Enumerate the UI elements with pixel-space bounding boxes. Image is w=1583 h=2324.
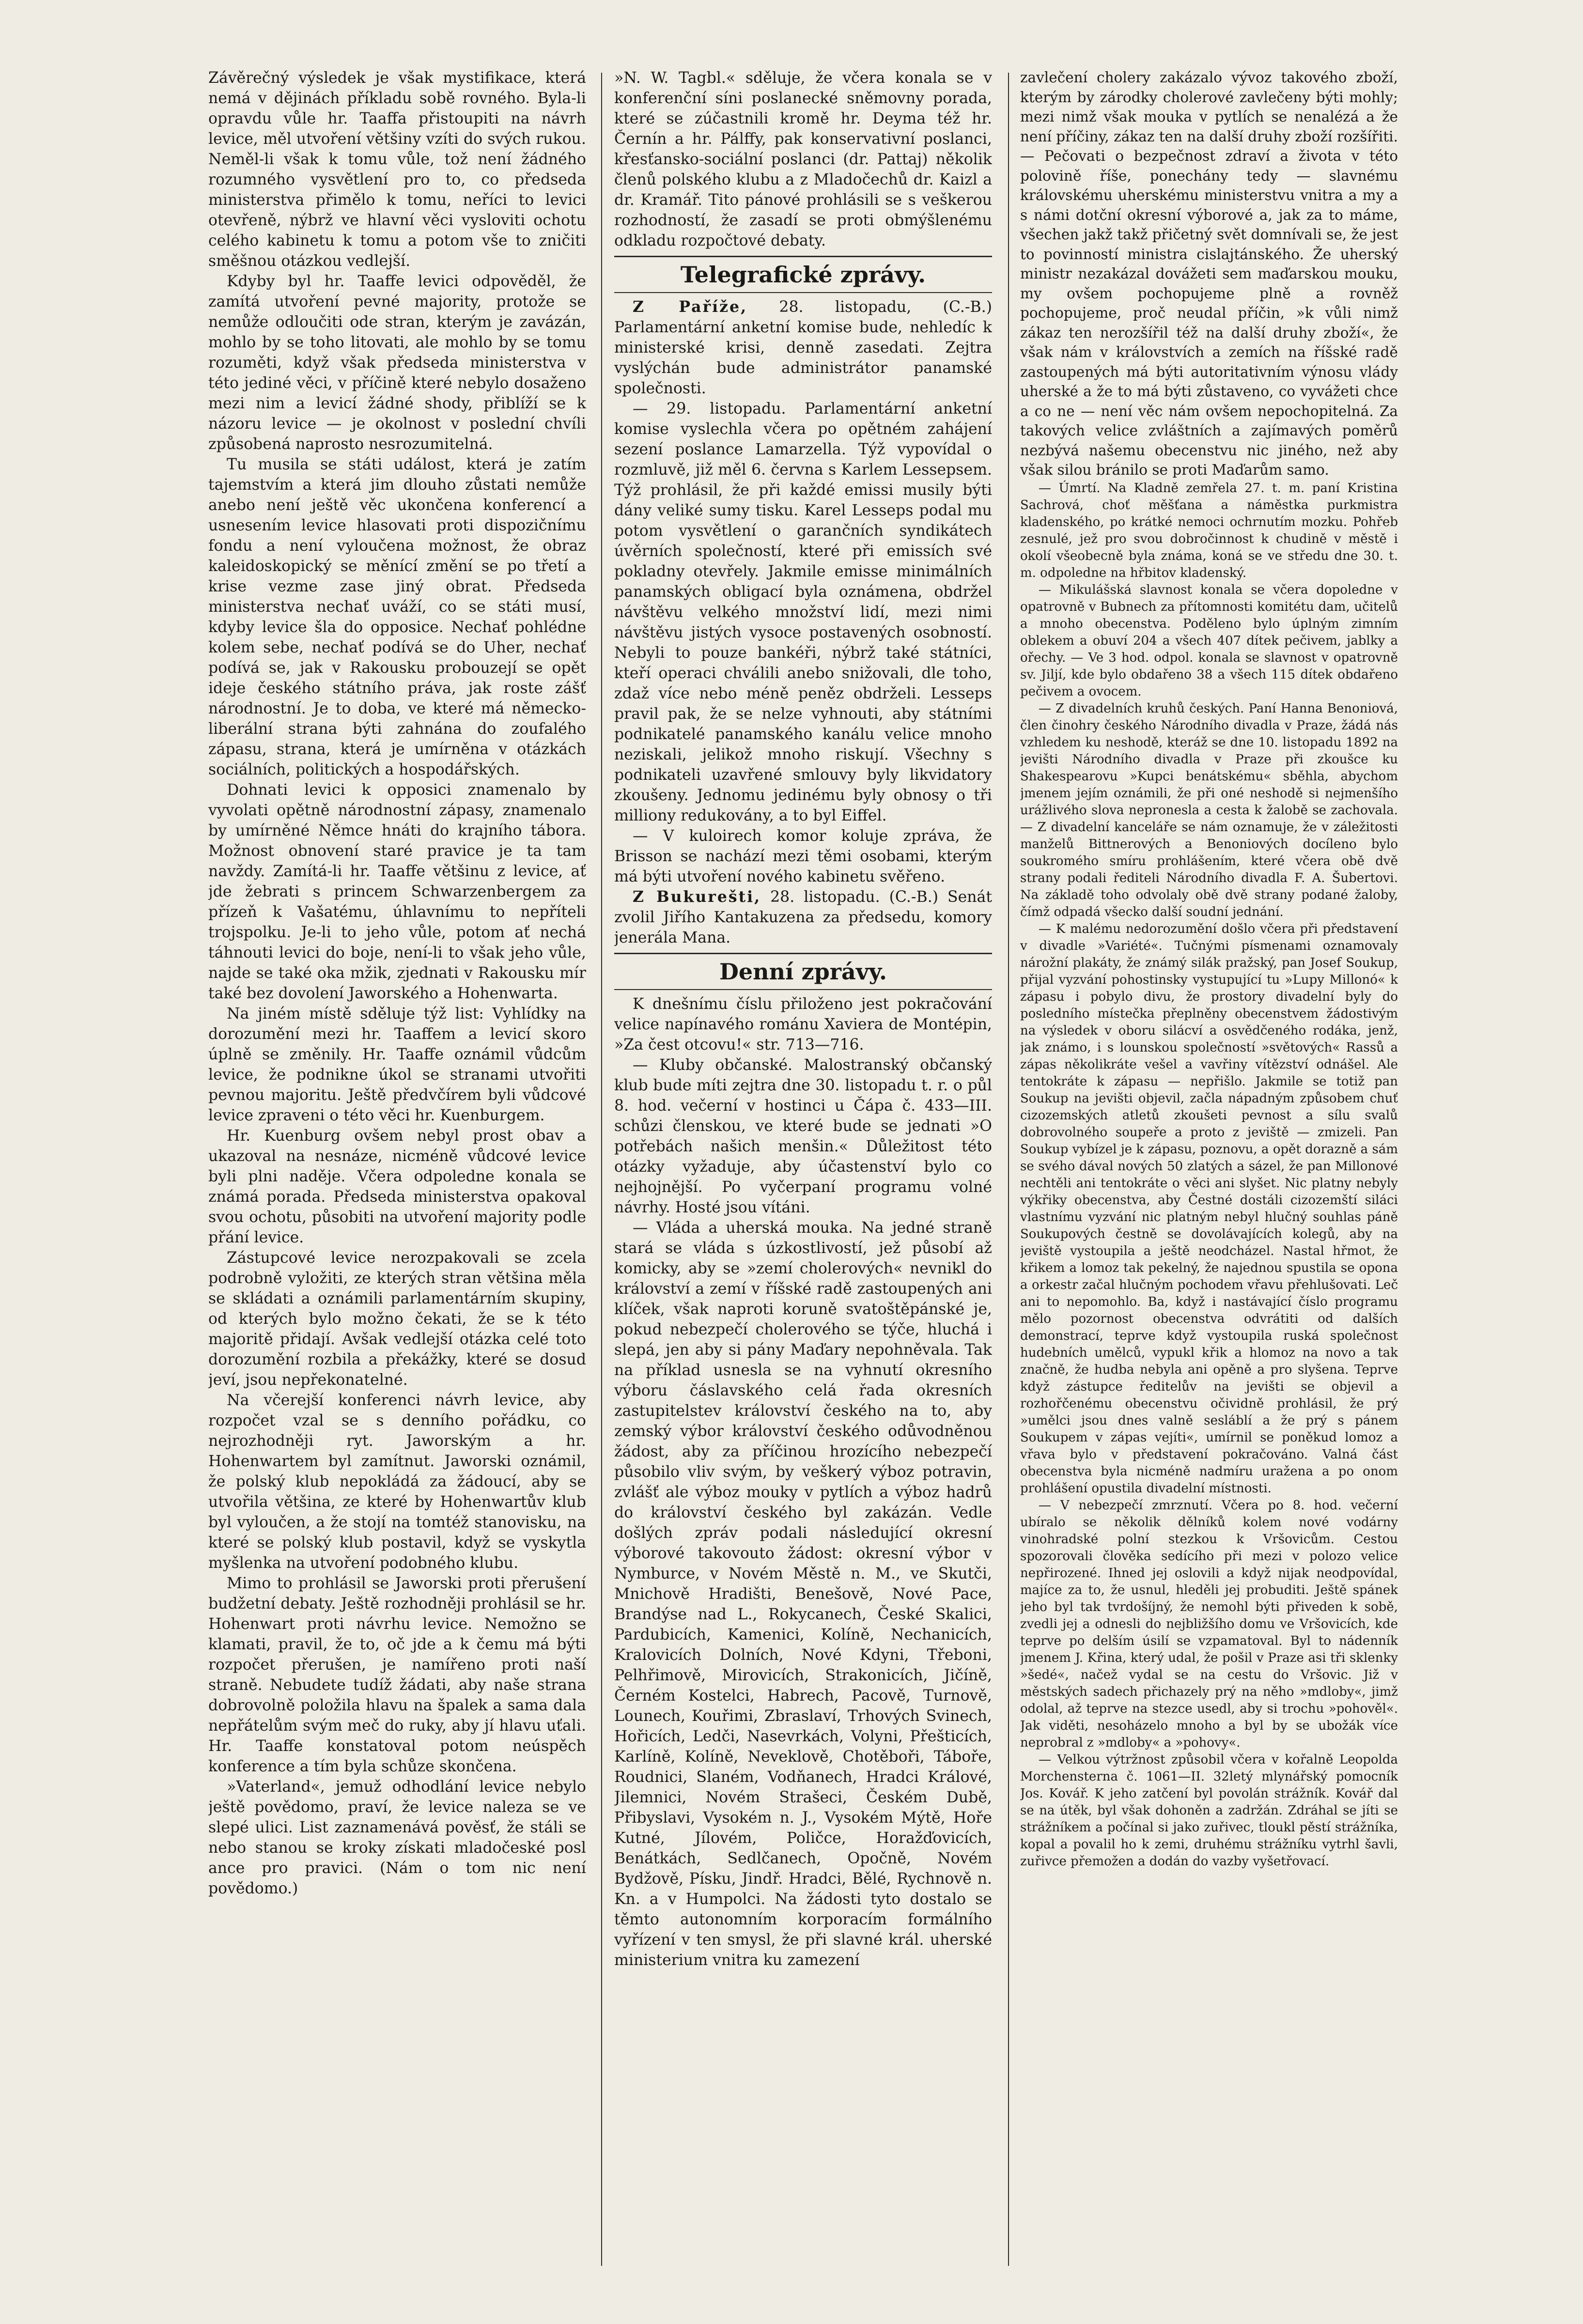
column-divider	[1008, 73, 1009, 2266]
paragraph: »Vaterland«, jemuž odhodlání levice nebylo ještě povědomo, praví, že levice naleza se ve slepé ulici. List zaznamenává pověsť, že stáli se nebo stanou se kroky získati mladočeské posl ance pro pravici. (Nám o tom nic není povědomo.)	[208, 1778, 586, 1897]
column-1	[208, 68, 586, 2285]
paragraph: — Z divadelních kruhů českých. Paní Hanna Benoniová, člen činohry českého Národního divadla v Praze, žádá nás vzhledem ku neshodě, kteráž se dne 10. listopadu 1892 na jevišti Národního divadla v Praze při zkoušce ku Shakespearovu »Kupci benátskému« sběhla, abychom jmenem jejím oznámili, že při oné neshodě si nejmenšího urážlivého slova neproneslа a cesta k žalobě se zachovala. — Z divadelní kanceláře se nám oznamuje, že v záležitosti manželů Bittnerových a Benoniových docíleno bylo soukromého smíru prohlášením, které včera obě dvě strany podali řediteli Národního divadla F. A. Šubertovi. Na základě toho odvolaly obě dvě strany podané žaloby, čímž odpadá všecko další soudní jednání.	[1020, 701, 1398, 919]
paragraph: zavlečení cholery zakázalo vývoz takového zboží, kterým by zárodky cholerové zavlečeny býti mohly; mezi nimž však mouka v pytlích se nenalézá a že není příčiny, zákaz ten na další druhy zboží rozšířiti. — Pečovati o bezpečnost zdraví a života v této polovině říše, ponechány tedy — slavnému královskému uherskému ministerstvu vnitra a my a s námi dotční okresní výborové a, jak za to máme, všechen jakž takž přičetný svět domnívali se, že jest to povinností ministra cislajtánského. Že uherský ministr nezakázal dovážeti sem maďarskou mouku, my ovšem pochopujeme plně a rovněž pochopujeme, proč neudal příčin, »k vůli nimž zákaz ten nerozšířil též na další druhy zboží«, že však nám v královstvích a zemích na říšské radě zastoupených má býti autoritativním výnosu vlády uherské a že to má býti zůstaveno, co vyvážeti chce a co ne — není věc nám ovšem nepochopitelná. Za takových velice zvláštních a zajímavých poměrů nezbývá našemu obecenstvu nic jiného, než aby však silou bránilo se proti Maďarům samo.	[1020, 69, 1398, 478]
paragraph: Závěrečný výsledek je však mystifikace, která nemá v dějinách příkladu sobě rovného. Byla-li opravdu vůle hr. Taaffa přistoupiti na návrh levice, měl utvoření většiny vzíti do svých rukou. Neměl-li však k tomu vůle, tož není žádného rozumného vysvětlení pro to, co předseda ministerstva přimělo k tomu, neříci to levici otevřeně, nýbrž ve hlavní věci vysloviti ochotu celého kabinetu k tomu a potom vše to zničiti směšnou otázkou vedlejší.	[208, 69, 586, 270]
column-divider	[601, 73, 602, 2266]
telegraph-item: Z Bukurešti, 28. listopadu. (C.-B.) Senát zvolil Jiřího Kantakuzena za předsedu, komory jenerála Mana.	[614, 888, 992, 946]
section-heading-telegraph: Telegrafické zprávy.	[614, 256, 992, 293]
paragraph: Na jiném místě sděluje týž list: Vyhlídky na dorozumění mezi hr. Taaffem a levicí skoro úplně se změnily. Hr. Taaffe oznámil vůdcům levice, že podnikne úkol se stranami utvořiti pevnou majoritu. Ještě předvčírem byli vůdcové levice zpraveni o této věci hr. Kuenburgem.	[208, 1005, 586, 1124]
paragraph: Na včerejší konferenci návrh levice, aby rozpočet vzal se s denního pořádku, co nejrozhodněji ryt. Jaworským a hr. Hohenwartem byl zamítnut. Jaworski oznámil, že polský klub nepokládá za žádoucí, aby se utvořila většina, ze které by Hohenwartův klub byl vyloučen, a že stojí na tomtéž stanovisku, na které se polský klub postavil, když se vyskytla myšlenka na utvoření podobného klubu.	[208, 1392, 586, 1572]
paragraph: Tu musila se státi událost, která je zatím tajemstvím a která jim dlouho zůstati nemůže anebo není ještě věc ukončena konferencí a usnesením levice hlasovati proti dispozičnímu fondu a není vyloučena možnost, že obraz kaleidoskopický se měnící změní se po třetí a krise vezme zase jiný obrat. Předseda ministerstva nechať uváží, co se státi musí, kdyby levice šla do opposice. Nechať pohlédne kolem sebe, nechať podívá se do Uher, nechať podívá se, jak v Rakousku probouzejí se opět ideje českého státního práva, jak roste zášť národnostní. Je to doba, ve které má německo-liberální strana býti zahnána do zoufalého zápasu, strana, která je umírněna v otázkách sociálních, politických a hospodářských.	[208, 456, 586, 778]
paragraph: Kdyby byl hr. Taaffe levici odpověděl, že zamítá utvoření pevné majority, protože se nemůže odloučiti ode stran, kterým je zavázán, mohlo by se toho litovati, ale mohlo by se tomu rozuměti, když však předseda ministerstva v této jediné věci, v příčině které nebylo dosaženo mezi nim a levicí žádné shody, přiblíží se k názoru levice — je okolnost v poslední chvíli způsobená naprosto nesrozumitelná.	[208, 273, 586, 453]
paragraph: — Úmrtí. Na Kladně zemřela 27. t. m. paní Kristina Sachrová, choť měšťana a náměstka purkmistra kladenského, po krátké nemoci ochrnutím mozku. Pohřeb zesnulé, jež pro svou dobročinnost k chudině v městě i okolí všeobecně byla známa, koná se ve středu dne 30. t. m. odpoledne na hřbitov kladenský.	[1020, 480, 1398, 580]
paragraph: — Mikulášská slavnost konala se včera dopoledne v opatrovně v Bubnech za přítomnosti komitétu dam, učitelů a mnoho obecenstva. Poděleno bylo úplným zimním oblekem a obuví 204 a všech 407 dítek pečivem, jablky a ořechy. — Ve 3 hod. odpol. konala se slavnost v opatrovně sv. Jiljí, kde bylo obdařeno 38 a všech 115 dítek obdařeno pečivem a ovocem.	[1020, 582, 1398, 699]
paragraph: Hr. Kuenburg ovšem nebyl prost obav a ukazoval na nesnáze, nicméně vůdcové levice byli plni naděje. Včera odpoledne konala se známá porada. Předseda ministerstva opakoval svou ochotu, působiti na utvoření majority podle přání levice.	[208, 1127, 586, 1246]
paragraph: — K malému nedorozumění došlo včera při představení v divadle »Variété«. Tučnými písmenami oznamovaly nárožní plakáty, že známý silák pražský, pan Josef Soukup, přijal vyzvání pohostinsky vystupující tu »Lupy Millonó« k zápasu i pobylo divu, že prostory divadelní byly do posledního místečka přeplněny obecenstvem žádostivým na výsledek v oboru silácví a osvědčeného rodáka, jenž, jak známo, i s lounskou společností »světových« Rassů a zápas několikráte vešel a vavřiny vítězství odnášel. Ale tentokráte k zápasu — nepřišlo. Jakmile se totiž pan Soukup na jevišti objevil, začla nápadným způsobem chuť cizozemských atletů zkoušeti pevnost a sílu svalů dobrovolného soupeře a proto z jeviště — zmizeli. Pan Soukup vybízel je k zápasu, poznovu, a opět dorazně a sám se svého dával nových 50 zlatých a sázel, že pan Millonové nechtěli ani tentokráte o věci ani slyšet. Nic platny nebyly výkřiky obecenstva, aby Čestné dostáli cizozemští siláci vlastnímu vyzvání nic platným nebyl hlučný souhlas páně Soukupových čestně se dovolávajících kolegů, aby na jeviště vystoupila a ještě neodcházel. Nastal hřmot, že křikem a lomoz tak pekelný, že najednou spustila se opona a orkestr začal hlučným pochodem vřavu přehlušovati. Leč ani to nepomohlo. Ba, když i nastávající číslo programu mělo pozornost obecenstva odvrátiti od dalších demonstrací, teprve když vystoupila ruská společnost hudebních umělců, vypukl křik a hlomoz na novo a tak značně, že hudba nebyla ani opěně a pro slyšena. Teprve když zástupce ředitelův na jevišti se objevil a rozhořčenému obecenstvu očividně prohlásil, že prý »umělci jsou dnes valně sesláblí a že prý s pánem Soukupem v zápas vejíti«, umírnil se poněkud lomoz a vřava bylo v představení pokračováno. Valná část obecenstva byla nicméně nadmíru uražena a po onom prohlášení opustila divadelní místnosti.	[1020, 921, 1398, 1496]
paragraph: Dohnati levici k opposici znamenalo by vyvolati opětně národnostní zápasy, znamenalo by umírněné Němce hnáti do krajního tábora. Možnost obnovení staré pravice je ta tam navždy. Zamítá-li hr. Taaffe většinu z levice, ať jde žebrati s princem Schwarzenbergem za přízeň k Vašatému, úhlavnímu to nepříteli trojspolku. Je-li to jeho vůle, potom ať nechá táhnouti levici do boje, není-li to však jeho vůle, najde se také oka mžik, zjednati v Rakousku mír také bez dovolení Jaworského a Hohenwarta.	[208, 781, 586, 1002]
paragraph: — Vláda a uherská mouka. Na jedné straně stará se vláda s úzkostlivostí, jež působí až komicky, aby se »zemí cholerových« nevnikl do království a zemí v říšské radě zastoupených ani klíček, však naproti koruně svatoštěpánské je, pokud nebezpečí cholerového se týče, hluchá i slepá, jen aby si pány Maďary nepohněvala. Tak na příklad usnesla se na vyhnutí okresního výboru čáslavského celá řada okresních zastupitelstev království českého na to, aby zemský výbor království českého odůvodněnou žádost, aby za příčinou hrozícího nebezpečí působilo vliv svým, by veškerý výboz potravin, zvlášť ale výboz mouky v pytlích a výboz hadrů do království českého byl zakázán. Vedle došlých zpráv podali následující okresní výborové takovouto žádost: okresní výbor v Nymburce, v Novém Městě n. M., ve Skutči, Mnichově Hradišti, Benešově, Nové Pace, Brandýse nad L., Rokycanech, České Skalici, Pardubicích, Kamenici, Kolíně, Nechanicích, Kralovicích Dolních, Nové Kdyni, Třeboni, Pelhřimově, Mirovicích, Strakonicích, Jičíně, Černém Kostelci, Habrech, Pacově, Turnově, Lounech, Kouřimi, Zbraslaví, Trhových Svinech, Hořicích, Ledči, Nasevrkách, Volyni, Přešticích, Karlíně, Kolíně, Neveklově, Chotěboři, Táboře, Roudnici, Slaném, Vodňanech, Hradci Králové, Jilemnici, Novém Strašeci, Českém Dubě, Přibyslavi, Vysokém n. J., Vysokém Mýtě, Hoře Kutné, Jílovém, Poličce, Horažďovicích, Benátkách, Sedlčanech, Opočně, Novém Bydžově, Písku, Jindř. Hradci, Bělé, Rychnově n. Kn. a v Humpolci. Na žádosti tyto dostalo se těmto autonomním korporacím formálního vyřízení v ten smysl, že při slavné král. uherské ministerium vnitra ku zamezení	[614, 1219, 992, 1969]
column-2	[614, 68, 992, 2285]
paragraph: »N. W. Tagbl.« sděluje, že včera konala se v konferenční síni poslanecké sněmovny porada, které se zúčastnili kromě hr. Deyma též hr. Černín a hr. Pálffy, pak konservativní poslanci, křesťansko-sociální poslanci (dr. Pattaj) několik členů polského klubu a z Mladočechů dr. Kaizl a dr. Kramář. Tito pánové prohlásili se s veškerou rozhodností, že zasadí se proti obmýšlenému odkladu rozpočtové debaty.	[614, 69, 992, 249]
paragraph: — Kluby občanské. Malostranský občanský klub bude míti zejtra dne 30. listopadu t. r. o půl 8. hod. večerní v hostinci u Čápa č. 433—III. schůzi členskou, ve které bude se jednati »O potřebách našich menšin.« Důležitost této otázky vyžaduje, aby účastenství bylo co nejhojnější. Po vyčerpaní programu volné návrhy. Hosté jsou vítáni.	[614, 1056, 992, 1216]
telegraph-item: Z Paříže, 28. listopadu, (C.-B.) Parlamentární anketní komise bude, nehledíc k ministerské krisi, denně zasedati. Zejtra vyslýchán bude administrátor panamské společnosti.	[614, 298, 992, 397]
dateline: Z Paříže,	[633, 298, 748, 316]
section-heading-daily: Denní zprávy.	[614, 953, 992, 990]
telegraph-item: — 29. listopadu. Parlamentární anketní komise vyslechla včera po opětném zahájení sezení poslance Lamarzella. Týž vypovídal o rozmluvě, již měl 6. června s Karlem Lessepsem. Týž prohlásil, že při každé emissi musily býti dány veliké sumy tisku. Karel Lesseps podal mu potom vysvětlení o garančních syndikátech úvěrních společností, které při emissích své pokladny otevřely. Jakmile emisse minimálních panamských obligací byla oznámena, obdržel návštěvu velkého množství lidí, mezi nimi návštěvu jistých vysoce postavených osobností. Nebyli to pouze bankéři, nýbrž také státníci, kteří operaci chválili anebo snižovali, dle toho, zdaž více nebo méně peněz obdrželi. Lesseps pravil pak, že se nelze vyhnouti, aby státními podnikatelé panamského kanálu velice mnoho neziskali, jelikož mnoho riskují. Všechny s podnikateli uzavřené smlouvy byly likvidatory zkoušeny. Jednomu jedinému byly obnosy o tři milliony redukovány, a to byl Eiffel.	[614, 400, 992, 824]
telegraph-item: — V kuloirech komor koluje zpráva, že Brisson se nachází mezi těmi osobami, kterým má býti utvoření nového kabinetu svěřeno.	[614, 827, 992, 885]
paragraph: Zástupcové levice nerozpakovali se zcela podrobně vyložiti, ze kterých stran většina měla se skládati a oznámili parlamentárním skupiny, od kterých bylo možno čekati, že se k této majoritě přidají. Avšak vedlejší otázka celé toto dorozumění rozbila a překážky, které se dosud jeví, jsou nepřekonatelné.	[208, 1249, 586, 1389]
paragraph: K dnešnímu číslu přiloženo jest pokračování velice napínavého románu Xaviera de Montépin, »Za čest otcovu!« str. 713—716.	[614, 995, 992, 1054]
paragraph: — Velkou výtržnost způsobil včera v kořalně Leopolda Morchensterna č. 1061—II. 32letý mlynářský pomocník Jos. Kovář. K jeho zatčení byl povolán strážník. Kovář dal se na útěk, byl však dohoněn a zadržán. Zdráhal se jíti se strážníkem a počínal si jako zuřivec, tloukl pěstí strážníka, kopal a povalil ho k zemi, druhému strážníku vytrhl šavli, zuřivce přemožen a dodán do vazby vyšetřovací.	[1020, 1752, 1398, 1869]
dateline: Z Bukurešti,	[633, 888, 761, 906]
paragraph: Mimo to prohlásil se Jaworski proti přerušení budžetní debaty. Ještě rozhodněji prohlásil se hr. Hohenwart proti návrhu levice. Nemožno se klamati, pravil, že to, oč jde a k čemu má býti rozpočet přerušen, je namířeno proti naší straně. Nebudete tudíž žádati, aby naše strana dobrovolně položila hlavu na špalek a sama dala nepřátelům svým meč do ruky, aby jí hlavu uťali. Hr. Taaffe konstatoval potom neúspěch konference a tím byla schůze skončena.	[208, 1575, 586, 1775]
column-3	[1020, 68, 1398, 2285]
paragraph: — V nebezpečí zmrznutí. Včera po 8. hod. večerní ubíralo se několik dělníků kolem nové vodárny vinohradské polní stezkou k Vršovicům. Cestou spozorovali člověka sedícího při mezi v polozo velice nepřirozené. Ihned jej oslovili a když nijak neodpovídal, majíce za to, že usnul, hledělі jej probuditi. Ještě spánek jeho byl tak tvrdošíjný, že nemohl býti přiveden k sobě, zvedli jej a odnesli do nejbližšího domu ve Vršovicích, kde teprve po delším úsilí se vzpamatoval. Byl to nádenník jmenem J. Křina, který udal, že pošil v Praze asi tři sklenky »šedé«, načež vydal se na cestu do Vršovic. Již v městských sadech přichazely prý na něho »mdloby«, jimž odolal, až teprve na stezce usedl, aby si trochu »pohověl«. Jak viděti, nesoházelo mnoho a byl by se ubožák více neprobral z »mdloby« a »pohovy«.	[1020, 1498, 1398, 1750]
